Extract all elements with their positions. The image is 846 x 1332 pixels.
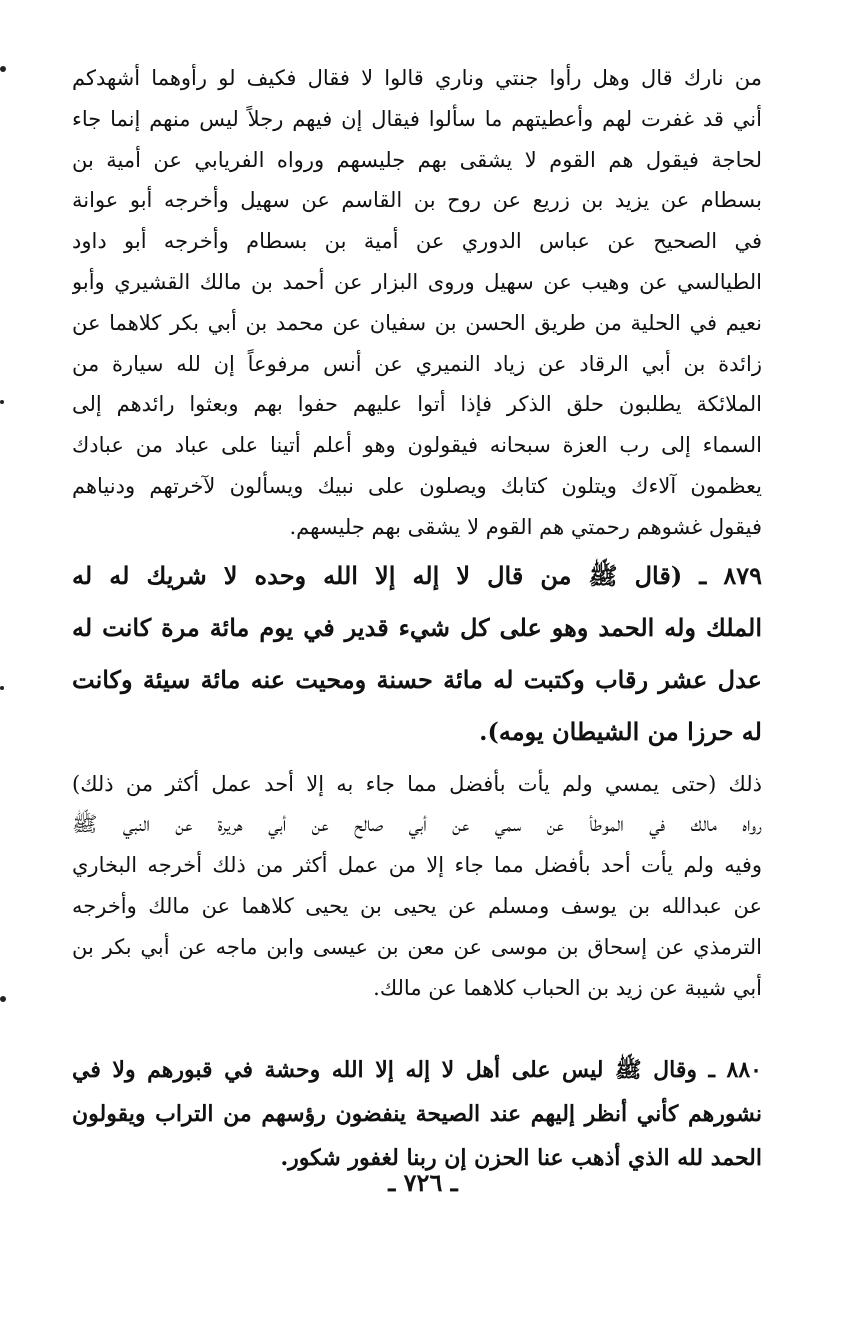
text-line: أبي شيبة عن زيد بن الحباب كلاهما عن مالك. [373,975,762,1000]
margin-mark [0,996,6,1002]
hadith-line: ٨٨٠ ـ وقال ﷺ ليس على أهل لا إله إلا الله وحشة في قبورهم ولا في [72,1057,762,1084]
text-line: الملائكة يطلبون حلق الذكر فإذا أتوا عليهم حفوا بهم وبعثوا رائدهم إلى [72,392,762,417]
commentary-paragraph [72,58,762,548]
text-line: نعيم في الحلية من طريق الحسن بن سفيان عن محمد بن أبي بكر كلاهما عن [72,310,762,335]
text-line: ذلك (حتى يمسي ولم يأت بأفضل مما جاء به إلا أحد عمل أكثر من ذلك) [72,771,762,796]
text-line: أني قد غفرت لهم وأعطيتهم ما سألوا فيقال إن فيهم رجلاً ليس منهم إنما جاء [72,106,762,131]
text-line: عن عبدالله بن يوسف ومسلم عن يحيى بن يحيى كلاهما عن مالك وأخرجه [72,893,762,918]
margin-mark [0,686,4,690]
page-number: ـ ٧٢٦ ـ [388,1168,458,1197]
text-line: الترمذي عن إسحاق بن موسى عن معن بن عيسى وابن ماجه عن أبي بكر بن [72,934,762,959]
text-line: فيقول غشوهم رحمتي هم القوم لا يشقى بهم جليسهم. [289,514,762,539]
text-line: رواه مالك في الموطأ عن سمي عن أبي صالح عن أبي هريرة عن النبي ﷺ [72,812,762,837]
text-line: من نارك قال وهل رأوا جنتي وناري قالوا لا فقال فكيف لو رأوهما أشهدكم [72,66,762,90]
text-line: لحاجة فيقول هم القوم لا يشقى بهم جليسهم ورواه الفريابي عن أمية بن [72,147,762,172]
hadith-line: عدل عشر رقاب وكتبت له مائة حسنة ومحيت عنه مائة سيئة وكانت [72,664,762,694]
text-line: بسطام عن يزيد بن زريع عن روح بن القاسم عن سهيل وأخرجه أبو عوانة [72,188,762,213]
hadith-line: له حرزا من الشيطان يومه). [479,716,762,746]
text-line: وفيه ولم يأت أحد بأفضل مما جاء إلا من عمل أكثر من ذلك أخرجه البخاري [72,853,762,878]
hadith-line: ٨٧٩ ـ (قال ﷺ من قال لا إله إلا الله وحده لا شريك له له [72,560,762,590]
text-line: السماء إلى رب العزة سبحانه فيقولون وهو أعلم أتينا على عباد من عبادك [72,433,762,458]
text-line: زائدة بن أبي الرقاد عن زياد النميري عن أنس مرفوعاً إن لله سيارة من [72,351,762,376]
margin-mark [0,66,6,72]
hadith-line: الملك وله الحمد وهو على كل شيء قدير في يوم مائة مرة كانت له [72,612,762,642]
commentary-paragraph [72,764,762,1009]
hadith-line: نشورهم كأني أنظر إليهم عند الصيحة ينفضون رؤسهم من التراب ويقولون [72,1101,762,1128]
hadith-879 [72,550,762,758]
text-line: في الصحيح عن عباس الدوري عن أمية بن بسطام وأخرجه أبو داود [72,229,762,254]
hadith-880 [72,1048,762,1180]
margin-mark [0,400,4,404]
hadith-line: الحمد لله الذي أذهب عنا الحزن إن ربنا لغفور شكور. [280,1145,762,1172]
text-line: يعظمون آلاءك ويتلون كتابك ويصلون على نبيك ويسألون لآخرتهم ودنياهم [72,473,762,498]
text-line: الطيالسي عن وهيب عن سهيل وروى البزار عن أحمد بن مالك القشيري وأبو [72,269,762,294]
page-content [72,58,762,1180]
